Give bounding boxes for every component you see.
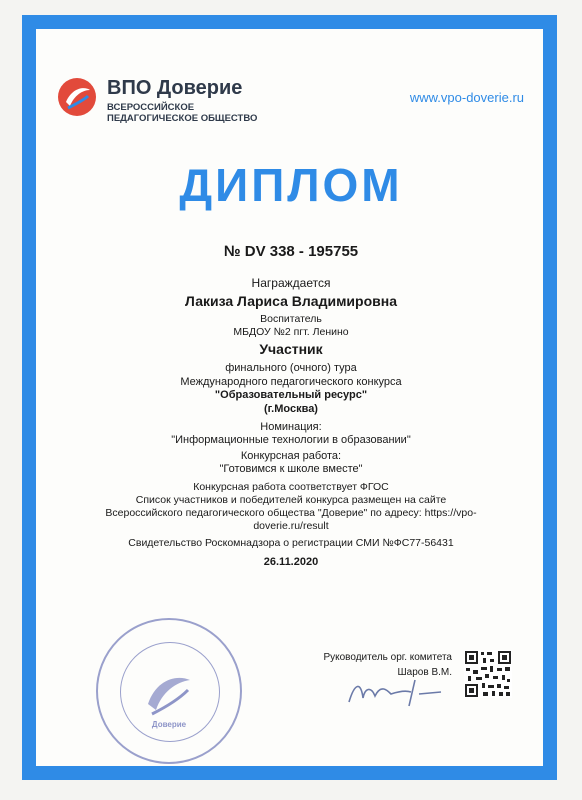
contest-city: (г.Москва)	[264, 403, 318, 415]
diploma-number: № DV 338 - 195755	[223, 243, 359, 260]
info-line: Список участников и победителей конкурса размещен на сайте	[135, 494, 447, 506]
signature-icon	[345, 672, 445, 712]
contest-name: "Образовательный ресурс"	[214, 389, 368, 401]
logo-icon	[58, 78, 96, 116]
signer-title: Руководитель орг. комитета	[323, 652, 452, 663]
issue-date: 26.11.2020	[263, 556, 319, 568]
tour-text: финального (очного) тура	[225, 362, 357, 374]
nomination-label: Номинация:	[260, 421, 322, 433]
info-line: Конкурсная работа соответствует ФГОС	[193, 481, 389, 493]
recipient-name: Лакиза Лариса Владимировна	[185, 293, 397, 309]
site-link[interactable]: www.vpo-doverie.ru	[409, 90, 524, 105]
work-label: Конкурсная работа:	[240, 450, 342, 462]
license-text: Свидетельство Роскомнадзора о регистрации СМИ №ФС77-56431	[128, 537, 454, 549]
recipient-organization: МБДОУ №2 пгт. Ленино	[233, 326, 349, 338]
stamp-seal	[96, 618, 242, 764]
contest-type: Международного педагогического конкурса	[180, 376, 402, 388]
nomination-value: "Информационные технологии в образовании"	[171, 434, 411, 446]
stamp-text: Доверие	[151, 720, 187, 729]
status-label: Участник	[259, 341, 323, 357]
page-title: ДИПЛОМ	[179, 159, 403, 211]
brand-subtitle: ВСЕРОССИЙСКОЕ ПЕДАГОГИЧЕСКОЕ ОБЩЕСТВО	[107, 102, 258, 124]
brand-name: ВПО Доверие	[107, 77, 243, 99]
signer-name: Шаров В.М.	[397, 667, 452, 678]
recipient-position: Воспитатель	[260, 313, 322, 325]
awarded-label: Награждается	[251, 276, 331, 290]
info-line: Всероссийского педагогического общества "Доверие" по адресу: https://vpo-	[105, 507, 477, 519]
work-title: "Готовимся к школе вместе"	[219, 463, 363, 475]
info-line: doverie.ru/result	[253, 520, 329, 532]
qr-code-icon[interactable]	[464, 650, 512, 698]
